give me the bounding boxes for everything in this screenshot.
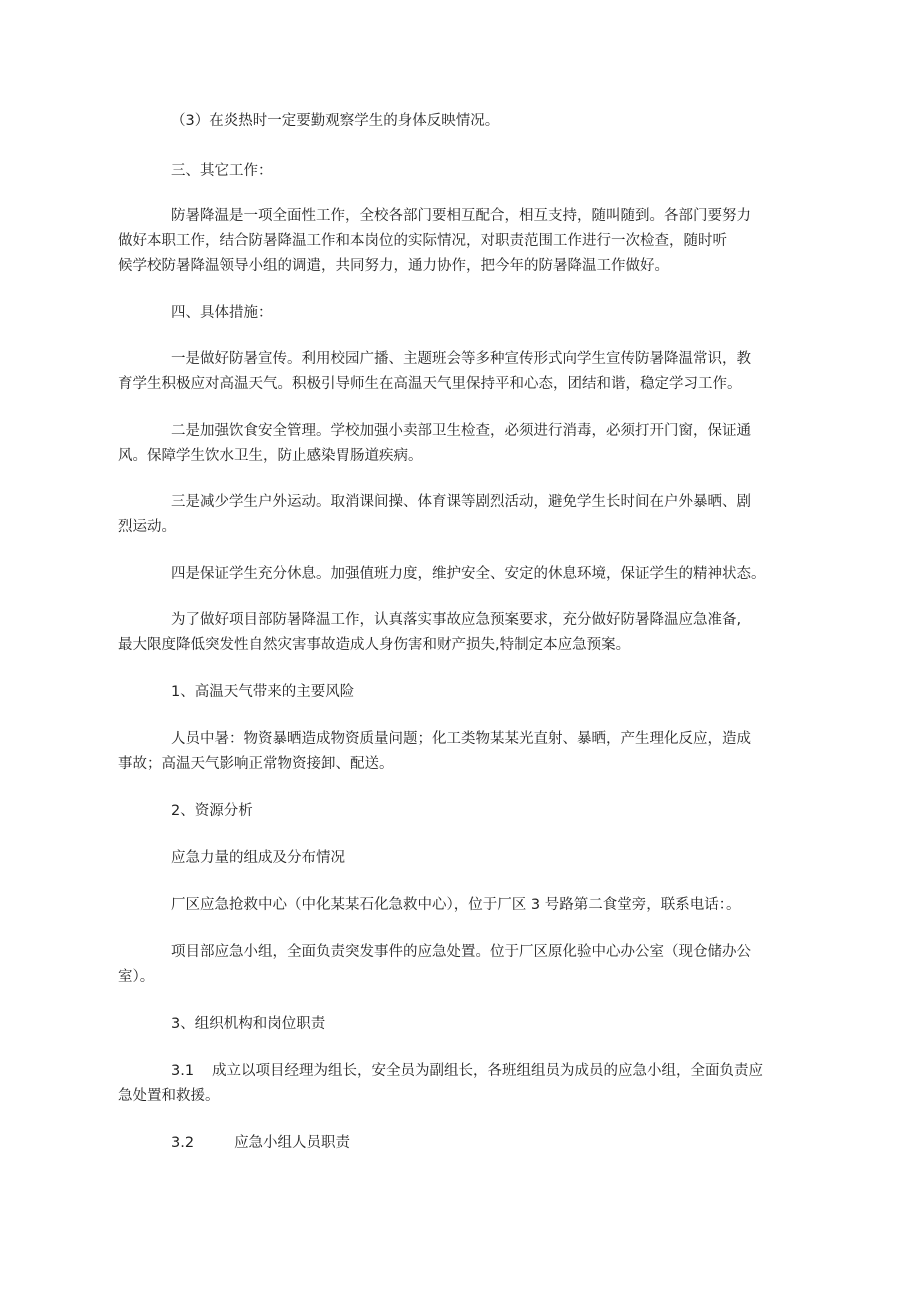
paragraph-measure-1-line-2: 育学生积极应对高温天气。积极引导师生在高温天气里保持平和心态，团结和谐，稳定学习工作。 [118, 376, 742, 392]
paragraph-plan-intro-line-1: 为了做好项目部防暑降温工作，认真落实事故应急预案要求，充分做好防暑降温应急准备, [171, 612, 742, 628]
heading-other-work: 三、其它工作： [171, 163, 273, 179]
section-heading-resources: 2、资源分析 [171, 803, 253, 819]
heading-specific-measures: 四、具体措施： [171, 305, 273, 321]
paragraph-other-work-line-1: 防暑降温是一项全面性工作，全校各部门要相互配合，相互支持，随叫随到。各部门要努力 [171, 208, 751, 224]
clause-number-3-1: 3.1 [171, 1063, 195, 1079]
section-heading-risks: 1、高温天气带来的主要风险 [171, 684, 355, 700]
paragraph-plan-intro-line-2: 最大限度降低突发性自然灾害事故造成人身伤害和财产损失,特制定本应急预案。 [118, 637, 631, 653]
paragraph-3-1-line-1 [171, 1059, 763, 1084]
paragraph-measure-3-line-2: 烈运动。 [118, 519, 176, 535]
paragraph-observe-students: （3）在炎热时一定要勤观察学生的身体反映情况。 [171, 113, 500, 129]
paragraph-risks-line-1: 人员中暑：物资暴晒造成物资质量问题；化工类物某某光直射、暴晒，产生理化反应，造成 [171, 731, 751, 747]
paragraph-other-work-line-3: 候学校防暑降温领导小组的调遣，共同努力，通力协作，把今年的防暑降温工作做好。 [118, 258, 669, 274]
paragraph-project-team-line-1: 项目部应急小组，全面负责突发事件的应急处置。位于厂区原化验中心办公室（现仓储办公 [171, 944, 751, 960]
paragraph-other-work-line-2: 做好本职工作，结合防暑降温工作和本岗位的实际情况，对职责范围工作进行一次检查，随时听 [118, 233, 727, 249]
paragraph-3-1-line-2: 急处置和救援。 [118, 1088, 220, 1104]
paragraph-measure-4: 四是保证学生充分休息。加强值班力度，维护安全、安定的休息环境，保证学生的精神状态。 [171, 566, 766, 582]
paragraph-risks-line-2: 事故；高温天气影响正常物资接卸、配送。 [118, 756, 394, 772]
paragraph-emergency-forces: 应急力量的组成及分布情况 [171, 850, 345, 866]
paragraph-project-team-line-2: 室）。 [118, 969, 155, 985]
section-heading-organization: 3、组织机构和岗位职责 [171, 1016, 326, 1032]
paragraph-3-2 [171, 1131, 350, 1156]
clause-number-3-2: 3.2 [171, 1135, 195, 1151]
paragraph-measure-3-line-1: 三是减少学生户外运动。取消课间操、体育课等剧烈活动，避免学生长时间在户外暴晒、剧 [171, 494, 751, 510]
paragraph-measure-2-line-2: 风。保障学生饮水卫生，防止感染胃肠道疾病。 [118, 448, 423, 464]
paragraph-rescue-center: 厂区应急抢救中心（中化某某石化急救中心），位于厂区 3 号路第二食堂旁，联系电话：。 [171, 897, 741, 913]
paragraph-measure-1-line-1: 一是做好防暑宣传。利用校园广播、主题班会等多种宣传形式向学生宣传防暑降温常识，教 [171, 351, 751, 367]
clause-3-2-text: 应急小组人员职责 [234, 1135, 351, 1151]
clause-3-1-text: 成立以项目经理为组长，安全员为副组长，各班组组员为成员的应急小组，全面负责应 [212, 1063, 764, 1079]
paragraph-measure-2-line-1: 二是加强饮食安全管理。学校加强小卖部卫生检查，必须进行消毒，必须打开门窗，保证通 [171, 423, 751, 439]
